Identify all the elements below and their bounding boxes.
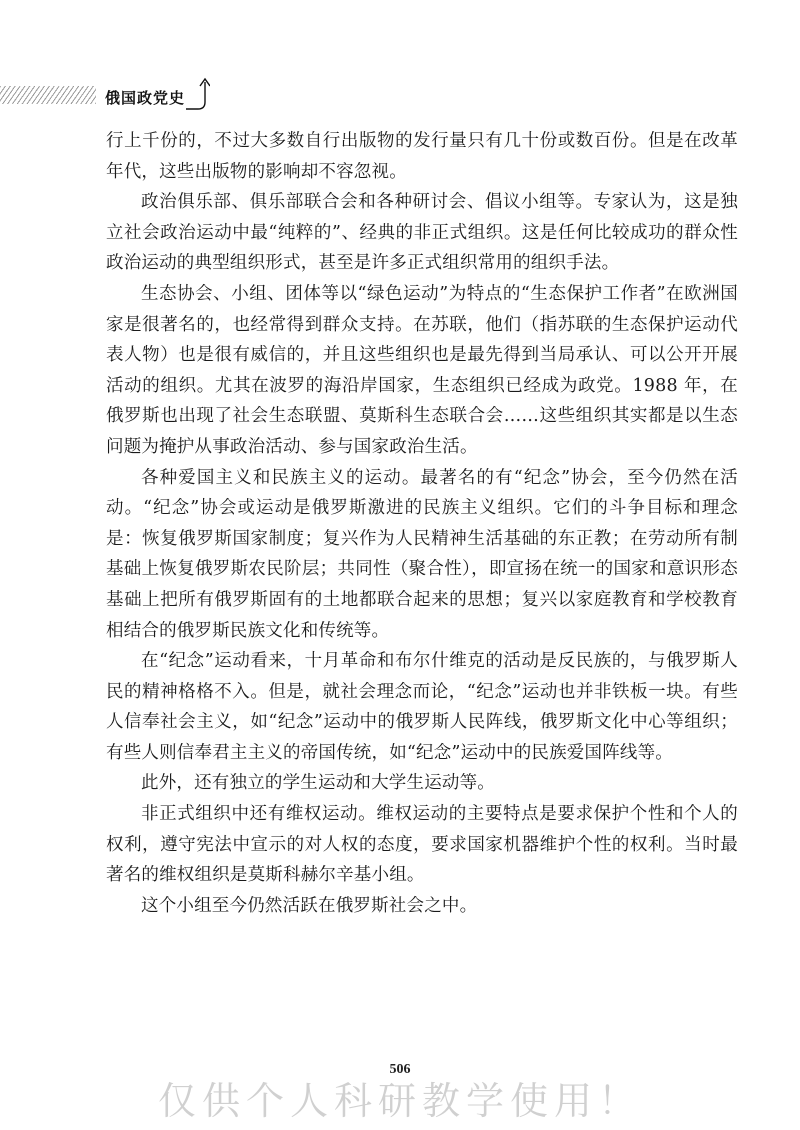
page-number: 506: [389, 1062, 411, 1077]
paragraph-ecology-groups: 生态协会、小组、团体等以“绿色运动”为特点的“生态保护工作者”在欧洲国家是很著名的，也经常得到群众支持。在苏联，他们（指苏联的生态保护运动代表人物）也是很有威信的，并且这些组织也是最先得到当局承认、可以公开开展活动的组织。尤其在波罗的海沿岸国家，生态组织已经成为政党。1988 年，在俄罗斯也出现了社会生态联盟、莫斯科生态联合会……这些组织其实都是以生态问题为掩护从事政治活动、参与国家政治生活。: [106, 283, 738, 457]
running-header-title: 俄国政党史: [105, 89, 186, 107]
watermark: 仅供个人科研教学使用！: [157, 1079, 642, 1123]
paragraph-continued: 行上千份的，不过大多数自行出版物的发行量只有几十份或数百份。但是在改革年代，这些出版物的影响却不容忽视。: [106, 131, 738, 182]
running-header: [0, 76, 230, 116]
paragraph-student-movements: 此外，还有独立的学生运动和大学生运动等。: [141, 773, 495, 794]
body-text: [106, 126, 738, 921]
header-hatch-decoration: [0, 86, 96, 104]
paragraph-rights-movement: 非正式组织中还有维权运动。维权运动的主要特点是要求保护个性和个人的权利，遵守宪法中宣示的对人权的态度，要求国家机器维护个性的权利。当时最著名的维权组织是莫斯科赫尔辛基小组。: [106, 804, 738, 886]
paragraph-patriotic-movements: 各种爱国主义和民族主义的运动。最著名的有“纪念”协会，至今仍然在活动。“纪念”协会或运动是俄罗斯激进的民族主义组织。它们的斗争目标和理念是：恢复俄罗斯国家制度；复兴作为人民精神生活基础的东正教；在劳动所有制基础上恢复俄罗斯农民阶层；共同性（聚合性），即宣扬在统一的国家和意识形态基础上把所有俄罗斯固有的土地都联合起来的思想；复兴以家庭教育和学校教育相结合的俄罗斯民族文化和传统等。: [106, 467, 738, 641]
paragraph-pamyat-views: 在“纪念”运动看来，十月革命和布尔什维克的活动是反民族的，与俄罗斯人民的精神格格不入。但是，就社会理念而论，“纪念”运动也并非铁板一块。有些人信奉社会主义，如“纪念”运动中的俄罗斯人民阵线，俄罗斯文化中心等组织；有些人则信奉君主主义的帝国传统，如“纪念”运动中的民族爱国阵线等。: [106, 651, 738, 763]
paragraph-group-active: 这个小组至今仍然活跃在俄罗斯社会之中。: [141, 895, 478, 916]
header-bracket-arrow-icon: [184, 76, 210, 110]
paragraph-political-clubs: 政治俱乐部、俱乐部联合会和各种研讨会、倡议小组等。专家认为，这是独立社会政治运动中最“纯粹的”、经典的非正式组织。这是任何比较成功的群众性政治运动的典型组织形式，甚至是许多正式组织常用的组织手法。: [106, 192, 738, 274]
